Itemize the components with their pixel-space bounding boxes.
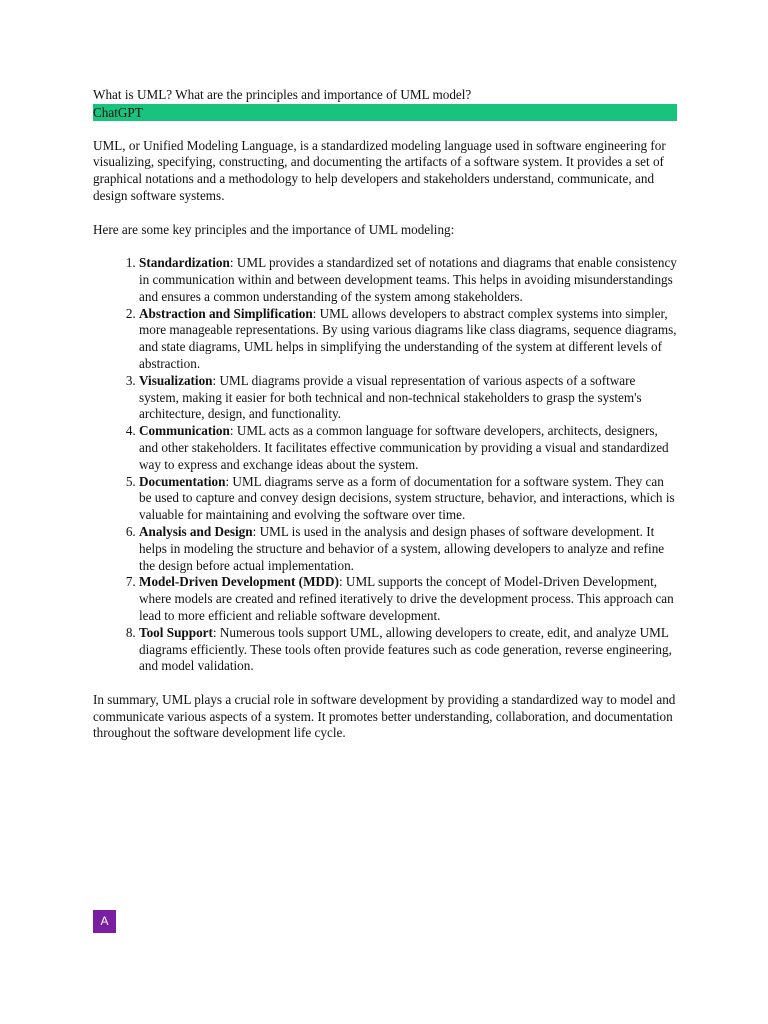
- principle-text: : Numerous tools support UML, allowing developers to create, edit, and analyze UML diagrams efficiently. These tools often provide features such as code generation, reverse engineering, and model validation.: [139, 624, 672, 674]
- principle-term: Communication: [139, 423, 230, 439]
- intro-paragraph: UML, or Unified Modeling Language, is a standardized modeling language used in software engineering for visualizing, specifying, constructing, and documenting the artifacts of a software system. It provides a set of graphical notations and a methodology to help developers and stakeholders understand, communicate, and design software systems.: [93, 137, 666, 203]
- document-page: [93, 87, 677, 742]
- principle-term: Model-Driven Development (MDD): [139, 574, 339, 590]
- principle-text: : UML provides a standardized set of notations and diagrams that enable consistency in communication within and between development teams. This helps in avoiding misunderstandings and ensures a common understanding of the system among stakeholders.: [139, 255, 677, 304]
- lead-in-paragraph: Here are some key principles and the importance of UML modeling:: [93, 221, 455, 237]
- principle-term: Visualization: [139, 372, 213, 388]
- list-item: [139, 625, 677, 675]
- list-item: [139, 373, 677, 423]
- principle-text: : UML supports the concept of Model-Driven Development, where models are created and refined iteratively to drive the development process. This approach can lead to more efficient and reliable software development.: [139, 574, 674, 623]
- principle-term: Standardization: [139, 255, 230, 271]
- principles-list: [93, 255, 677, 675]
- principle-term: Analysis and Design: [139, 523, 253, 539]
- principle-text: : UML allows developers to abstract complex systems into simpler, more manageable representations. By using various diagrams like class diagrams, sequence diagrams, and state diagrams, UML helps in simplifying the understanding of the system at different levels of abstraction.: [139, 305, 677, 371]
- question-heading: What is UML? What are the principles and importance of UML model?: [93, 87, 472, 102]
- list-item: [139, 524, 677, 574]
- principle-text: : UML is used in the analysis and design phases of software development. It helps in modeling the structure and behavior of a system, allowing developers to analyze and refine the design before actual implementation.: [139, 523, 665, 573]
- list-item: [139, 574, 677, 624]
- principle-term: Documentation: [139, 473, 226, 489]
- principle-text: : UML acts as a common language for software developers, architects, designers, and other stakeholders. It facilitates effective communication by providing a visual and standardized way to express and exchange ideas about the system.: [139, 423, 669, 472]
- author-avatar-badge: A: [93, 910, 116, 933]
- list-item: [139, 423, 677, 473]
- summary-paragraph: In summary, UML plays a crucial role in software development by providing a standardized way to model and communicate various aspects of a system. It promotes better understanding, collaboration, and documentation throughout the software development life cycle.: [93, 691, 676, 741]
- principle-text: : UML diagrams serve as a form of documentation for a software system. They can be used to capture and convey design decisions, system structure, behavior, and interactions, which is valuable for maintaining and evolving the software over time.: [139, 473, 675, 523]
- principle-term: Tool Support: [139, 624, 213, 640]
- principle-term: Abstraction and Simplification: [139, 305, 313, 321]
- chatgpt-label-bar: ChatGPT: [93, 104, 677, 121]
- list-item: [139, 474, 677, 524]
- principle-text: : UML diagrams provide a visual representation of various aspects of a software system, making it easier for both technical and non-technical stakeholders to grasp the system's architecture, design, and functionality.: [139, 372, 642, 422]
- list-item: [139, 306, 677, 373]
- list-item: [139, 255, 677, 305]
